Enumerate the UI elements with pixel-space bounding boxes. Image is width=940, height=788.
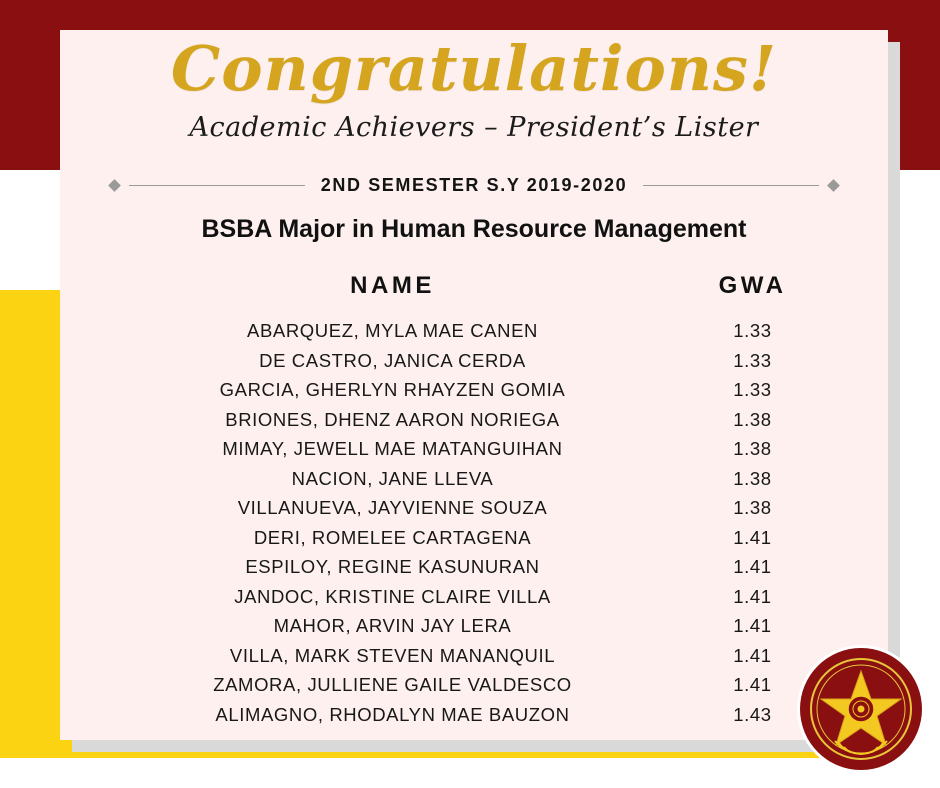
cell-student-name: BRIONES, DHENZ AARON NORIEGA xyxy=(225,408,560,430)
cell-student-name: MIMAY, JEWELL MAE MATANGUIHAN xyxy=(222,438,563,459)
cell-gwa-value: 1.38 xyxy=(733,467,772,489)
table-column-headers xyxy=(120,272,840,300)
cell-gwa-value: 1.41 xyxy=(733,585,772,607)
cell-gwa-value: 1.33 xyxy=(733,320,772,341)
table-row xyxy=(120,468,840,498)
table-row xyxy=(120,674,840,704)
cell-student-name: DE CASTRO, JANICA CERDA xyxy=(259,349,526,371)
table-row xyxy=(120,320,840,350)
background-bottom-strip xyxy=(0,758,940,788)
table-row xyxy=(120,350,840,380)
cell-student-name: VILLANUEVA, JAYVIENNE SOUZA xyxy=(237,497,548,518)
cell-student-name: GARCIA, GHERLYN RHAYZEN GOMIA xyxy=(219,379,566,400)
page-title: Congratulations! xyxy=(170,32,778,105)
cell-gwa-value: 1.43 xyxy=(733,703,772,725)
cell-gwa-value: 1.41 xyxy=(733,615,772,636)
school-seal-star-icon xyxy=(800,648,922,770)
table-row xyxy=(120,527,840,557)
cell-student-name: ZAMORA, JULLIENE GAILE VALDESCO xyxy=(213,674,572,695)
poster-subtitle: Academic Achievers – President’s Lister xyxy=(189,112,759,143)
cell-gwa-value: 1.38 xyxy=(733,497,772,518)
cell-student-name: ESPILOY, REGINE KASUNURAN xyxy=(245,556,540,577)
cell-student-name: JANDOC, KRISTINE CLAIRE VILLA xyxy=(234,585,551,607)
cell-student-name: ABARQUEZ, MYLA MAE CANEN xyxy=(247,320,538,341)
semester-label: 2ND SEMESTER S.Y 2019-2020 xyxy=(320,175,628,195)
divider-line-right xyxy=(643,185,819,186)
table-row xyxy=(120,409,840,439)
table-row xyxy=(120,586,840,616)
cell-student-name: ALIMAGNO, RHODALYN MAE BAUZON xyxy=(215,703,570,725)
program-title: BSBA Major in Human Resource Management xyxy=(201,215,747,243)
divider-line-left xyxy=(129,185,305,186)
cell-student-name: MAHOR, ARVIN JAY LERA xyxy=(273,615,512,636)
diamond-left-icon xyxy=(108,179,121,192)
semester-banner xyxy=(110,175,838,196)
table-row xyxy=(120,438,840,468)
cell-student-name: NACION, JANE LLEVA xyxy=(291,467,494,489)
table-row xyxy=(120,615,840,645)
table-row xyxy=(120,704,840,734)
column-header-gwa: GWA xyxy=(718,272,787,299)
poster-header xyxy=(60,30,888,170)
cell-student-name: DERI, ROMELEE CARTAGENA xyxy=(253,526,532,548)
cell-gwa-value: 1.38 xyxy=(733,408,772,430)
cell-gwa-value: 1.38 xyxy=(733,438,772,459)
diamond-right-icon xyxy=(827,179,840,192)
cell-student-name: VILLA, MARK STEVEN MANANQUIL xyxy=(229,644,556,666)
cell-gwa-value: 1.33 xyxy=(733,379,772,400)
table-row xyxy=(120,556,840,586)
cell-gwa-value: 1.41 xyxy=(733,526,772,548)
cell-gwa-value: 1.41 xyxy=(733,674,772,695)
achievers-table xyxy=(120,320,840,733)
table-row xyxy=(120,497,840,527)
column-header-name: NAME xyxy=(350,272,435,299)
table-row xyxy=(120,379,840,409)
cell-gwa-value: 1.41 xyxy=(733,644,772,666)
cell-gwa-value: 1.33 xyxy=(733,349,772,371)
table-row xyxy=(120,645,840,675)
cell-gwa-value: 1.41 xyxy=(733,556,772,577)
